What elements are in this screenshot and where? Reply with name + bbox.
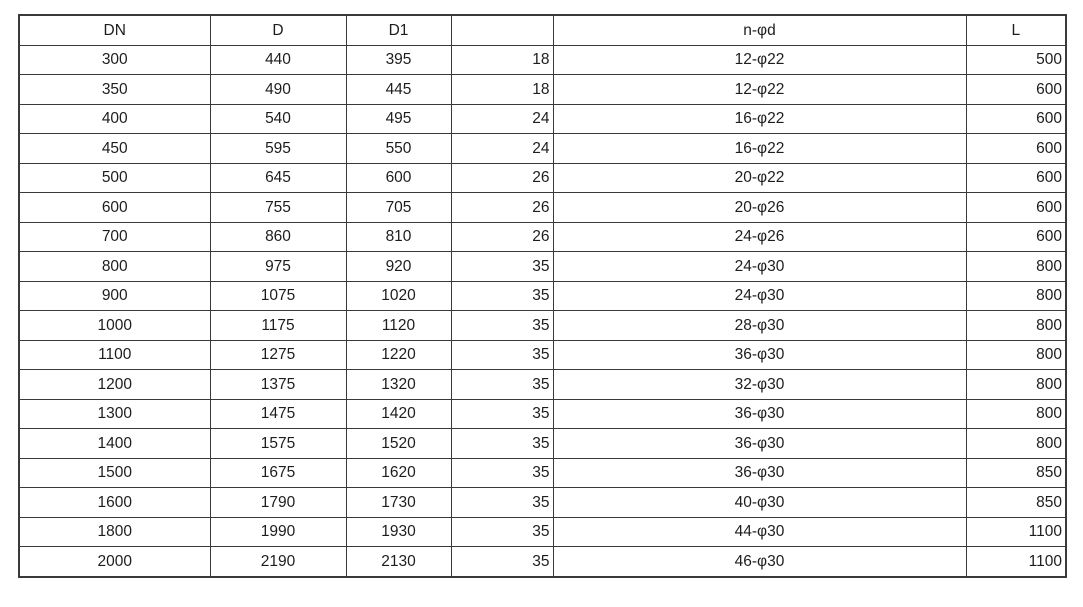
table-cell: 35 (451, 547, 553, 577)
table-cell: 595 (210, 134, 346, 164)
table-cell: 35 (451, 370, 553, 400)
table-row (19, 45, 1066, 75)
table-cell: 26 (451, 222, 553, 252)
table-cell: 1420 (346, 399, 451, 429)
table-cell: 36-φ30 (553, 458, 966, 488)
table-cell: 1400 (19, 429, 210, 459)
table-cell: 1320 (346, 370, 451, 400)
table-cell: 705 (346, 193, 451, 223)
table-row (19, 458, 1066, 488)
table-cell: 1000 (19, 311, 210, 341)
table-cell: 35 (451, 399, 553, 429)
table-cell: 1300 (19, 399, 210, 429)
table-cell: 36-φ30 (553, 429, 966, 459)
table-cell: 35 (451, 429, 553, 459)
table-cell: 1730 (346, 488, 451, 518)
table-cell: 300 (19, 45, 210, 75)
table-cell: 1020 (346, 281, 451, 311)
table-cell: 800 (966, 399, 1066, 429)
table-header (19, 15, 1066, 45)
table-cell: 2130 (346, 547, 451, 577)
table-cell: 32-φ30 (553, 370, 966, 400)
table-cell: 440 (210, 45, 346, 75)
table-row (19, 429, 1066, 459)
table-cell: 1600 (19, 488, 210, 518)
table-cell: 920 (346, 252, 451, 282)
column-header-b (451, 15, 553, 45)
table-cell: 35 (451, 311, 553, 341)
column-header-dn: DN (19, 15, 210, 45)
table-cell: 35 (451, 252, 553, 282)
table-cell: 18 (451, 75, 553, 105)
table-cell: 1520 (346, 429, 451, 459)
table-cell: 600 (966, 222, 1066, 252)
column-header-d1: D1 (346, 15, 451, 45)
table-cell: 600 (19, 193, 210, 223)
table-cell: 600 (966, 75, 1066, 105)
table-cell: 450 (19, 134, 210, 164)
table-cell: 16-φ22 (553, 134, 966, 164)
table-cell: 36-φ30 (553, 340, 966, 370)
table-cell: 645 (210, 163, 346, 193)
table-cell: 1220 (346, 340, 451, 370)
table-cell: 36-φ30 (553, 399, 966, 429)
table-cell: 1120 (346, 311, 451, 341)
table-cell: 26 (451, 193, 553, 223)
column-header-nfd: n-φd (553, 15, 966, 45)
table-cell: 600 (346, 163, 451, 193)
table-cell: 1100 (966, 547, 1066, 577)
table-cell: 28-φ30 (553, 311, 966, 341)
table-cell: 1790 (210, 488, 346, 518)
table-cell: 20-φ26 (553, 193, 966, 223)
table-cell: 35 (451, 281, 553, 311)
column-header-d: D (210, 15, 346, 45)
table-cell: 600 (966, 163, 1066, 193)
table-cell: 44-φ30 (553, 517, 966, 547)
column-header-l: L (966, 15, 1066, 45)
table-cell: 2000 (19, 547, 210, 577)
table-cell: 1200 (19, 370, 210, 400)
table-cell: 900 (19, 281, 210, 311)
table-cell: 810 (346, 222, 451, 252)
table-cell: 16-φ22 (553, 104, 966, 134)
table-cell: 490 (210, 75, 346, 105)
table-cell: 35 (451, 340, 553, 370)
table-cell: 12-φ22 (553, 75, 966, 105)
table-cell: 395 (346, 45, 451, 75)
table-row (19, 163, 1066, 193)
table-cell: 1075 (210, 281, 346, 311)
table-body (19, 45, 1066, 577)
table-cell: 1620 (346, 458, 451, 488)
table-cell: 600 (966, 193, 1066, 223)
table-row (19, 193, 1066, 223)
table-cell: 800 (966, 311, 1066, 341)
table-cell: 800 (966, 252, 1066, 282)
table-cell: 975 (210, 252, 346, 282)
table-row (19, 281, 1066, 311)
table-cell: 24-φ26 (553, 222, 966, 252)
table-cell: 2190 (210, 547, 346, 577)
table-cell: 1800 (19, 517, 210, 547)
table-row (19, 547, 1066, 577)
table-row (19, 222, 1066, 252)
table-cell: 1375 (210, 370, 346, 400)
table-cell: 800 (966, 370, 1066, 400)
table-row (19, 370, 1066, 400)
table-cell: 1930 (346, 517, 451, 547)
table-cell: 24-φ30 (553, 252, 966, 282)
flange-dimension-table (18, 14, 1067, 578)
table-cell: 500 (966, 45, 1066, 75)
table-cell: 1475 (210, 399, 346, 429)
table-cell: 46-φ30 (553, 547, 966, 577)
table-cell: 1100 (19, 340, 210, 370)
table-cell: 1575 (210, 429, 346, 459)
table-cell: 850 (966, 488, 1066, 518)
table-cell: 18 (451, 45, 553, 75)
table-cell: 800 (966, 429, 1066, 459)
table-cell: 24-φ30 (553, 281, 966, 311)
table-cell: 1100 (966, 517, 1066, 547)
table-cell: 550 (346, 134, 451, 164)
table-cell: 1675 (210, 458, 346, 488)
table-cell: 850 (966, 458, 1066, 488)
table-row (19, 488, 1066, 518)
table-row (19, 311, 1066, 341)
table-cell: 350 (19, 75, 210, 105)
table-cell: 600 (966, 134, 1066, 164)
table-row (19, 399, 1066, 429)
table-cell: 35 (451, 517, 553, 547)
table-cell: 35 (451, 488, 553, 518)
table-cell: 700 (19, 222, 210, 252)
table-cell: 495 (346, 104, 451, 134)
table-row (19, 75, 1066, 105)
table-cell: 540 (210, 104, 346, 134)
table-row (19, 134, 1066, 164)
table-cell: 445 (346, 75, 451, 105)
table-cell: 12-φ22 (553, 45, 966, 75)
table-row (19, 517, 1066, 547)
table-cell: 35 (451, 458, 553, 488)
table-cell: 1990 (210, 517, 346, 547)
table-cell: 860 (210, 222, 346, 252)
table-cell: 755 (210, 193, 346, 223)
table-cell: 500 (19, 163, 210, 193)
table-row (19, 340, 1066, 370)
table-cell: 24 (451, 134, 553, 164)
table-cell: 400 (19, 104, 210, 134)
table-cell: 800 (966, 340, 1066, 370)
table-cell: 1275 (210, 340, 346, 370)
table-cell: 800 (19, 252, 210, 282)
table-row (19, 252, 1066, 282)
table-cell: 1175 (210, 311, 346, 341)
table-cell: 26 (451, 163, 553, 193)
table-cell: 24 (451, 104, 553, 134)
table-cell: 800 (966, 281, 1066, 311)
table-cell: 1500 (19, 458, 210, 488)
table-row (19, 104, 1066, 134)
table-cell: 600 (966, 104, 1066, 134)
header-row (19, 15, 1066, 45)
table-cell: 40-φ30 (553, 488, 966, 518)
table-cell: 20-φ22 (553, 163, 966, 193)
